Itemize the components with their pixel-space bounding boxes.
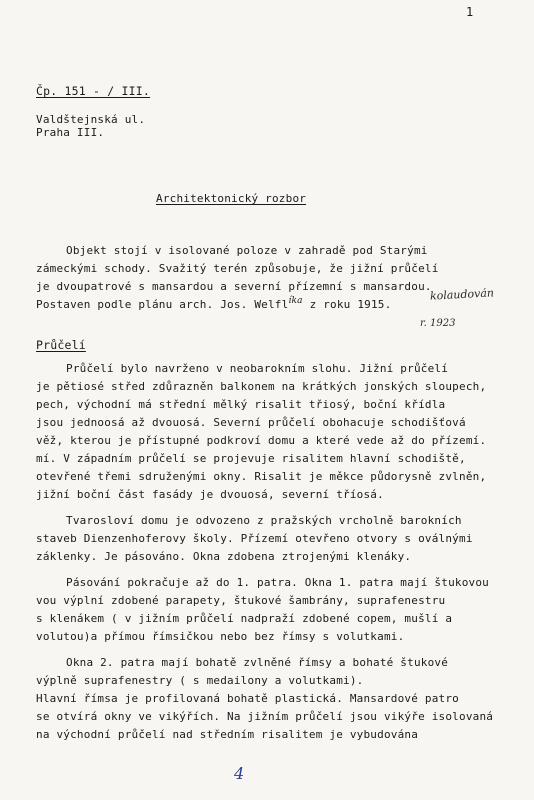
paragraph-line: jižní boční část fasády je dvouosá, severní tříosá. — [36, 488, 384, 501]
intro-line-end: z roku 1915. — [302, 298, 392, 311]
page-number: 1 — [466, 5, 474, 19]
address-city: Praha III. — [36, 126, 105, 139]
paragraph-line: vou výplní zdobené parapety, štukové šambrány, suprafenestru — [36, 594, 446, 607]
paragraph-line: Průčelí bylo navrženo v neobarokním slohu. Jižní průčelí — [66, 362, 449, 375]
paragraph-line: Okna 2. patra mají bohatě zvlněné římsy a bohaté štukové — [66, 656, 449, 669]
paragraph-line: pech, východní má střední mělký risalit třiosý, boční křídla — [36, 398, 446, 411]
address-street: Valdštejnská ul. — [36, 113, 146, 126]
intro-line — [36, 298, 391, 311]
intro-line: je dvoupatrové s mansardou a severní přízemní s mansardou. — [36, 280, 432, 293]
paragraph-line: na východní průčelí nad středním risalitem je vybudována — [36, 728, 419, 741]
paragraph-line: Pásování pokračuje až do 1. patra. Okna 1. patra mají štukovou — [66, 576, 489, 589]
paragraph-line: Hlavní římsa je profilovaná bohatě plastická. Mansardové patro — [36, 692, 459, 705]
intro-line: Objekt stojí v isolované poloze v zahradě pod Starými — [66, 244, 428, 257]
intro-line-text: Postaven podle plánu arch. Jos. Welfl — [36, 298, 289, 311]
section-heading: Průčelí — [36, 338, 86, 352]
paragraph-line: je pětiosé střed zdůrazněn balkonem na krátkých jonských sloupech, — [36, 380, 487, 393]
handwritten-note-line1: kolaudován — [429, 286, 495, 303]
handwritten-note-line2: r. 1923 — [420, 318, 456, 329]
bottom-handwritten-mark: 4 — [234, 764, 245, 783]
paragraph-line: věž, kterou je přístupné podkroví domu a které vede až do přízemí. — [36, 434, 487, 447]
paragraph-line: staveb Dienzenhoferovy školy. Přízemí otevřeno otvory s oválnými — [36, 532, 473, 545]
document-title: Architektonický rozbor — [156, 192, 307, 205]
paragraph-line: volutou)a přímou římsičkou nebo bez římsy s volutkami. — [36, 630, 405, 643]
intro-line: zámeckými schody. Svažitý terén způsobuje, že jižní průčelí — [36, 262, 439, 275]
paragraph-line: otevřené třemi sdruženými okny. Risalit je měkce půdorysně zvlněn, — [36, 470, 487, 483]
handwritten-correction: íka — [288, 296, 303, 306]
paragraph-line: s klenákem ( v jižním průčelí nadpraží zdobené copem, mušlí a — [36, 612, 453, 625]
address-cp: Čp. 151 - / III. — [36, 84, 150, 98]
paragraph-line: Tvarosloví domu je odvozeno z pražských vrcholně barokních — [66, 514, 462, 527]
paragraph-line: jsou jednoosá až dvouosá. Severní průčelí obohacuje schodišťová — [36, 416, 466, 429]
paragraph-line: výplně suprafenestry ( s medailony a volutkami). — [36, 674, 364, 687]
paragraph-line: se otvírá okny ve vikýřích. Na jižním průčelí jsou vikýře isolovaná — [36, 710, 494, 723]
paragraph-line: záklenky. Je pásováno. Okna zdobena ztrojenými klenáky. — [36, 550, 412, 563]
paragraph-line: mí. V západním průčelí se projevuje risalitem hlavní schodiště, — [36, 452, 466, 465]
